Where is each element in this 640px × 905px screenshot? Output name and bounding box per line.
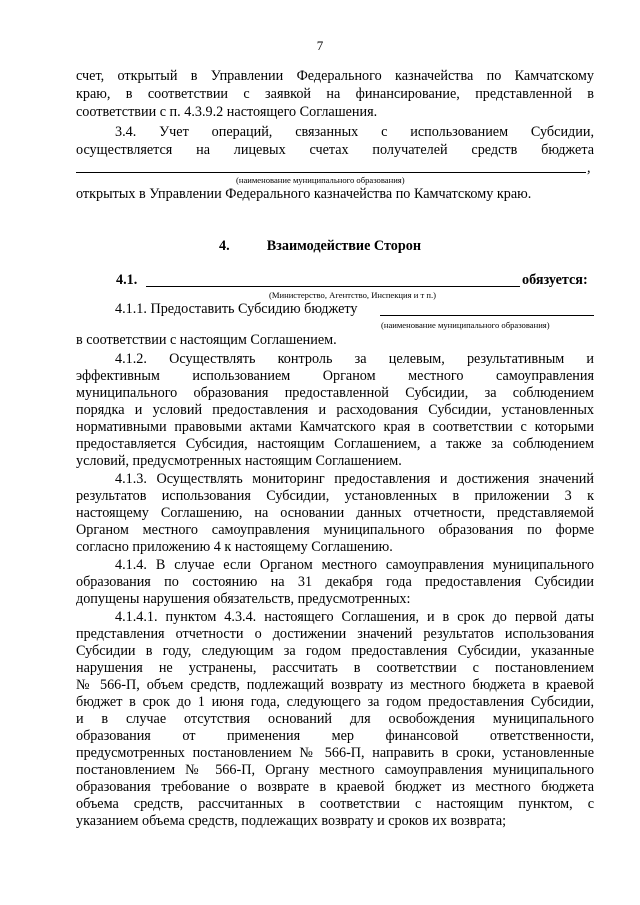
clause-4-1-1-line: 4.1.1. Предоставить Субсидию бюджету bbox=[115, 301, 358, 317]
clause-4-1-2-line: эффективным использованием Органом местного самоуправления bbox=[76, 368, 594, 384]
clause-3-4-line: открытых в Управлении Федерального казначейства по Камчатскому краю. bbox=[76, 186, 532, 202]
clause-4-1-3-line: настоящему Соглашению, на основании данных отчетности, представляемой bbox=[76, 505, 594, 521]
clause-4-1-2-line: порядка и условий предоставления и расходования Субсидии, установленных bbox=[76, 402, 594, 418]
clause-4-1-4-1-line: 4.1.4.1. пунктом 4.3.4. настоящего Соглашения, и в срок до первой даты bbox=[115, 609, 594, 625]
clause-4-1-4-1-line: указанием объема средств, подлежащих возврату и сроков их возврата; bbox=[76, 813, 507, 829]
clause-4-1-3-line: согласно приложению 4 к настоящему Соглашению. bbox=[76, 539, 393, 555]
caption-ministry: (Министерство, Агентство, Инспекция и т п.) bbox=[269, 290, 436, 300]
paragraph-line: счет, открытый в Управлении Федерального казначейства по Камчатскому bbox=[76, 68, 594, 84]
clause-4-1-2-line: 4.1.2. Осуществлять контроль за целевым, результативным и bbox=[115, 351, 594, 367]
clause-4-1-4-1-line: Субсидии в году, следующим за годом предоставления Субсидии, указанные bbox=[76, 643, 594, 659]
clause-4-1-4-1-line: бюджет в срок до 1 июня года, следующего за годом предоставления Субсидии, bbox=[76, 694, 594, 710]
clause-4-1-3-line: результатов использования Субсидии, установленных в приложении 3 к bbox=[76, 488, 594, 504]
clause-4-1-4-1-line: постановлением № 566-П, Органу местного самоуправления муниципального bbox=[76, 762, 594, 778]
blank-line-ministry bbox=[146, 286, 520, 287]
clause-4-1-1-line: в соответствии с настоящим Соглашением. bbox=[76, 332, 337, 348]
clause-4-1-4-1-line: образования от применения мер финансовой ответственности, bbox=[76, 728, 594, 744]
clause-4-1-4-1-line: нарушения не устранены, рассчитать в соответствии с постановлением bbox=[76, 660, 594, 676]
clause-3-4-line: осуществляется на лицевых счетах получателей средств бюджета bbox=[76, 142, 594, 158]
clause-3-4-line: 3.4. Учет операций, связанных с использованием Субсидии, bbox=[115, 124, 594, 140]
paragraph-line: краю, в соответствии с заявкой на финансирование, представленной в bbox=[76, 86, 594, 102]
section-number: 4. bbox=[218, 238, 230, 254]
clause-4-1-4-line: образования по состоянию на 31 декабря года предоставления Субсидии bbox=[76, 574, 594, 590]
clause-4-1-4-1-line: и в случае отсутствия оснований для освобождения муниципального bbox=[76, 711, 594, 727]
clause-4-1-4-line: допущены нарушения обязательств, предусмотренных: bbox=[76, 591, 411, 607]
caption-municipality: (наименование муниципального образования) bbox=[236, 175, 405, 185]
clause-4-1-4-1-line: представления отчетности о достижении значений результатов использования bbox=[76, 626, 594, 642]
section-title: Взаимодействие Сторон bbox=[266, 238, 422, 254]
clause-4-1-4-1-line: № 566-П, объем средств, подлежащий возврату из местного бюджета в краевой bbox=[76, 677, 594, 693]
clause-4-1-2-line: условий, предусмотренных настоящим Соглашением. bbox=[76, 453, 402, 469]
comma: , bbox=[587, 160, 591, 176]
clause-4-1-3-line: Органом местного самоуправления муниципального образования по форме bbox=[76, 522, 594, 538]
page-number: 7 bbox=[316, 38, 324, 53]
clause-4-1-3-line: 4.1.3. Осуществлять мониторинг предоставления и достижения значений bbox=[115, 471, 594, 487]
clause-4-1-4-1-line: образования требование о возврате в краевой бюджет из местного бюджета bbox=[76, 779, 594, 795]
clause-4-1-4-1-line: объема средств, рассчитанных в соответствии с настоящим пунктом, с bbox=[76, 796, 594, 812]
paragraph-line: соответствии с п. 4.3.9.2 настоящего Соглашения. bbox=[76, 104, 378, 120]
clause-4-1-2-line: муниципального образования предоставленной Субсидии, за соблюдением bbox=[76, 385, 594, 401]
clause-4-1-4-line: 4.1.4. В случае если Органом местного самоуправления муниципального bbox=[115, 557, 594, 573]
obligates-label: обязуется: bbox=[522, 272, 588, 288]
blank-line-budget bbox=[380, 315, 594, 316]
caption-municipality: (наименование муниципального образования) bbox=[381, 320, 550, 330]
section-heading bbox=[0, 238, 640, 255]
clause-4-1-2-line: предоставляется Субсидия, настоящим Соглашением, а также за соблюдением bbox=[76, 436, 594, 452]
clause-4-1-4-1-line: предусмотренных постановлением № 566-П, направить в сроки, установленные bbox=[76, 745, 594, 761]
clause-4-1-number: 4.1. bbox=[116, 272, 138, 288]
clause-4-1-2-line: нормативными правовыми актами Камчатского края в соответствии с которыми bbox=[76, 419, 594, 435]
blank-line-municipality bbox=[76, 172, 586, 173]
